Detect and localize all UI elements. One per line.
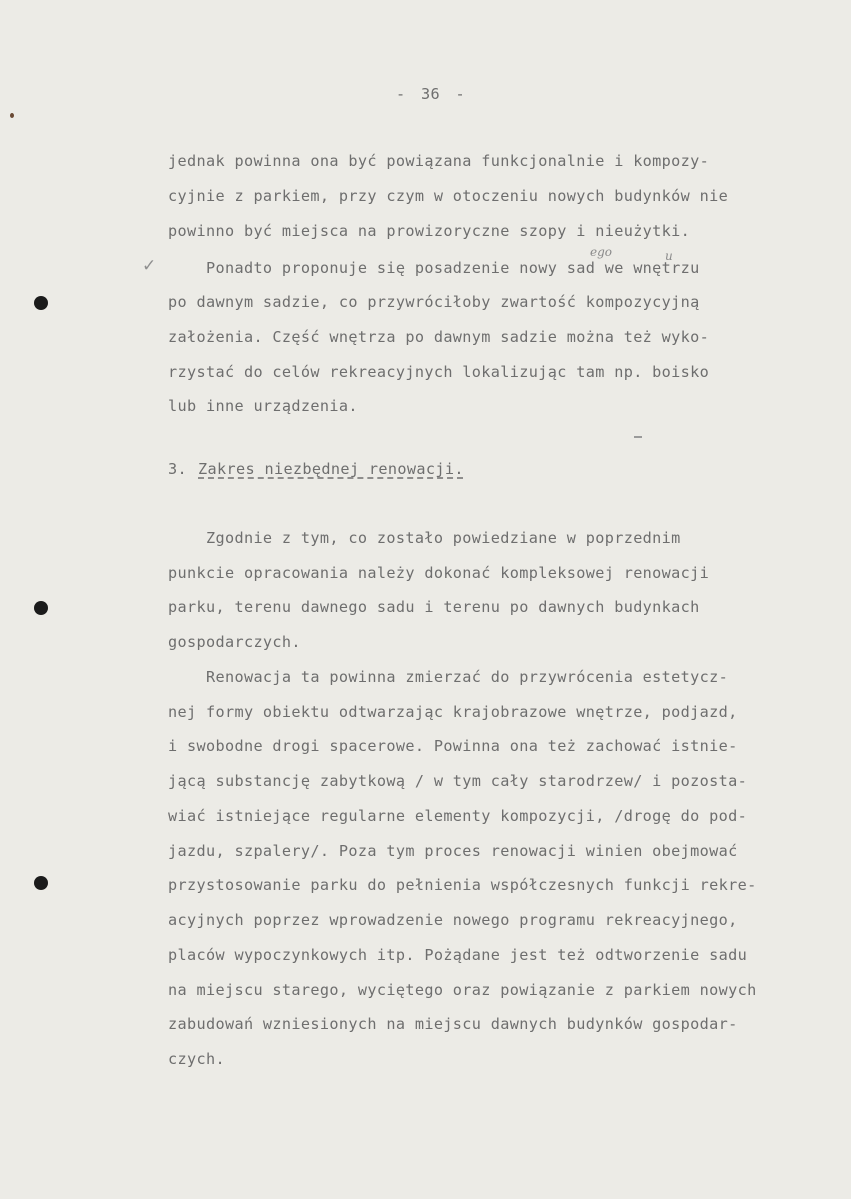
punch-hole — [34, 601, 48, 615]
text-line: acyjnych poprzez wprowadzenie nowego programu rekreacyjnego, — [168, 911, 738, 929]
ink-mark — [634, 436, 642, 438]
text-line: lub inne urządzenia. — [168, 397, 358, 415]
text-line: parku, terenu dawnego sadu i terenu po dawnych budynkach — [168, 598, 700, 616]
handwritten-annotation: ego — [590, 245, 613, 259]
text-line: jazdu, szpalery/. Poza tym proces renowacji winien obejmować — [168, 842, 738, 860]
text-line: powinno być miejsca na prowizoryczne szopy i nieużytki. — [168, 222, 691, 240]
text-line: i swobodne drogi spacerowe. Powinna ona też zachować istnie- — [168, 737, 738, 755]
text-line: nej formy obiektu odtwarzając krajobrazowe wnętrze, podjazd, — [168, 703, 738, 721]
paper-speck — [10, 113, 14, 118]
text-line: Renowacja ta powinna zmierzać do przywrócenia estetycz- — [168, 668, 729, 686]
section-title: Zakres niezbędnej renowacji. — [198, 460, 464, 478]
text-line: wiać istniejące regularne elementy kompozycji, /drogę do pod- — [168, 807, 748, 825]
text-line: zabudowań wzniesionych na miejscu dawnych budynków gospodar- — [168, 1015, 738, 1033]
text-line: jednak powinna ona być powiązana funkcjonalnie i kompozy- — [168, 152, 710, 170]
handwritten-annotation: u — [665, 249, 673, 263]
punch-hole — [34, 876, 48, 890]
text-line: na miejscu starego, wyciętego oraz powiązanie z parkiem nowych — [168, 981, 757, 999]
page-number: - 36 - — [396, 85, 465, 103]
punch-hole — [34, 296, 48, 310]
margin-check-mark: ✓ — [142, 256, 157, 276]
text-line: Zgodnie z tym, co zostało powiedziane w poprzednim — [168, 529, 681, 547]
text-line: Ponadto proponuje się posadzenie nowy sad we wnętrzu — [168, 259, 700, 277]
text-line: punkcie opracowania należy dokonać kompleksowej renowacji — [168, 564, 710, 582]
text-line: placów wypoczynkowych itp. Pożądane jest też odtworzenie sadu — [168, 946, 748, 964]
text-line: czych. — [168, 1050, 225, 1068]
section-number: 3. — [168, 460, 187, 478]
text-line: jącą substancję zabytkową / w tym cały starodrzew/ i pozosta- — [168, 772, 748, 790]
text-line: cyjnie z parkiem, przy czym w otoczeniu nowych budynków nie — [168, 187, 729, 205]
text-line: gospodarczych. — [168, 633, 301, 651]
text-line: rzystać do celów rekreacyjnych lokalizując tam np. boisko — [168, 363, 710, 381]
text-line: po dawnym sadzie, co przywróciłoby zwartość kompozycyjną — [168, 293, 700, 311]
text-line: przystosowanie parku do pełnienia współczesnych funkcji rekre- — [168, 876, 757, 894]
text-line: założenia. Część wnętrza po dawnym sadzie można też wyko- — [168, 328, 710, 346]
